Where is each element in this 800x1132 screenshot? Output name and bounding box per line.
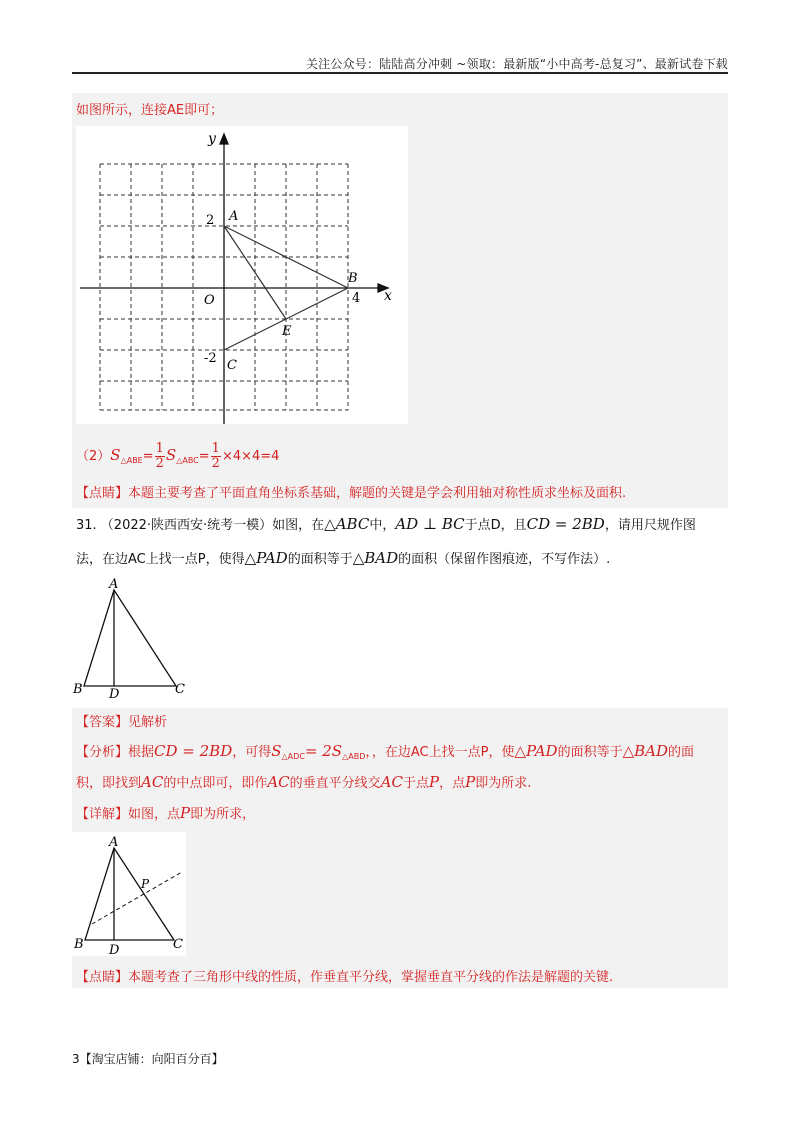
page-number: 3 <box>72 1052 80 1066</box>
label-a: A <box>229 209 239 224</box>
label-b: B <box>348 271 358 286</box>
coordinate-graph <box>76 126 408 424</box>
ad-perp-bc: AD ⊥ BC <box>395 515 465 533</box>
solution-graph <box>72 832 186 956</box>
label-c: C <box>227 358 237 373</box>
detail-line: 【详解】如图，点P即为所求， <box>76 804 256 822</box>
tri-bad: △BAD <box>352 549 399 567</box>
comment-line-2 <box>76 968 613 988</box>
label-x: x <box>384 288 392 304</box>
fig1-label-b: B <box>73 682 83 697</box>
label-e: E <box>282 324 292 339</box>
comment-text-2: 本题考查了三角形中线的性质，作垂直平分线，掌握垂直平分线的作法是解题的关键. <box>128 970 614 985</box>
coordinate-figure <box>76 126 408 424</box>
formula-eq1: = <box>142 449 154 464</box>
formula-s2: S <box>165 446 177 464</box>
formula-sub-abe: △ABE <box>120 456 143 465</box>
answer-text: 见解析 <box>128 715 168 730</box>
intro-line: 如图所示，连接AE即可； <box>76 103 224 118</box>
formula-prefix: （2） <box>76 449 111 464</box>
fraction-half-1: $\frac{1}{2}$ <box>155 441 164 471</box>
answer-line <box>76 713 167 733</box>
answer-label: 【答案】 <box>76 715 129 730</box>
label-neg-two: -2 <box>204 351 217 366</box>
formula-s1: S <box>110 446 121 464</box>
solution-figure <box>72 832 186 956</box>
fig1-label-c: C <box>175 682 185 697</box>
fig2-label-b: B <box>74 937 84 952</box>
comment-label-2: 【点睛】 <box>76 970 129 985</box>
fig2-label-a: A <box>109 835 119 850</box>
comment-label-1: 【点睛】 <box>76 486 129 501</box>
page-header: 关注公众号：陆陆高分冲刺 ~领取：最新版“小中高考-总复习”、最新试卷下载 <box>305 57 728 71</box>
label-four: 4 <box>352 291 361 306</box>
triangle-figure <box>72 574 192 700</box>
cd-eq-2bd: CD = 2BD <box>526 515 605 533</box>
fig2-label-p: P <box>141 877 150 891</box>
analysis-line-2: 积，即找到AC的中点即可，即作AC的垂直平分线交AC于点P，点P即为所求. <box>76 773 532 791</box>
footer-text: 【淘宝店铺：向阳百分百】 <box>79 1052 224 1066</box>
question-line-2: 法，在边AC上找一点P，使得△PAD的面积等于△BAD的面积（保留作图痕迹，不写作法）. <box>76 549 611 567</box>
comment-text-1: 本题主要考查了平面直角坐标系基础，解题的关键是学会利用轴对称性质求坐标及面积. <box>128 486 627 501</box>
perpendicular-bisector <box>92 872 182 924</box>
fig2-label-d: D <box>109 943 120 956</box>
label-o: O <box>204 293 215 308</box>
formula-line <box>76 440 279 476</box>
tri-abc: △ABC <box>324 515 370 533</box>
fig1-label-a: A <box>109 577 119 592</box>
label-two: 2 <box>206 213 215 228</box>
analysis-line-1: 【分析】根据CD = 2BD，可得$S_{\triangle ADC}= 2S_{\triangle ABD}$，，在边AC上找一点P，使△PAD的面积等于△BAD的面 <box>76 742 695 761</box>
fig2-label-c: C <box>173 937 183 952</box>
fraction-half-2: $\frac{1}{2}$ <box>211 441 220 471</box>
question-figure <box>72 574 192 700</box>
header-rule <box>72 72 728 74</box>
tri-pad: △PAD <box>244 549 288 567</box>
formula-eq2: = <box>198 449 210 464</box>
formula-tail: ×4×4=4 <box>221 449 280 464</box>
analysis-label: 【分析】 <box>76 745 129 760</box>
comment-line-1 <box>76 484 626 504</box>
formula-sub-abc: △ABC <box>176 456 199 465</box>
detail-label: 【详解】 <box>76 807 129 822</box>
question-line-1: 31. （2022·陕西西安·统考一模）如图，在△ABC中，AD ⊥ BC于点D，且CD = 2BD，请用尺规作图 <box>76 515 696 533</box>
label-y: y <box>208 131 216 147</box>
fig1-label-d: D <box>109 687 120 700</box>
page-footer <box>72 1050 224 1067</box>
